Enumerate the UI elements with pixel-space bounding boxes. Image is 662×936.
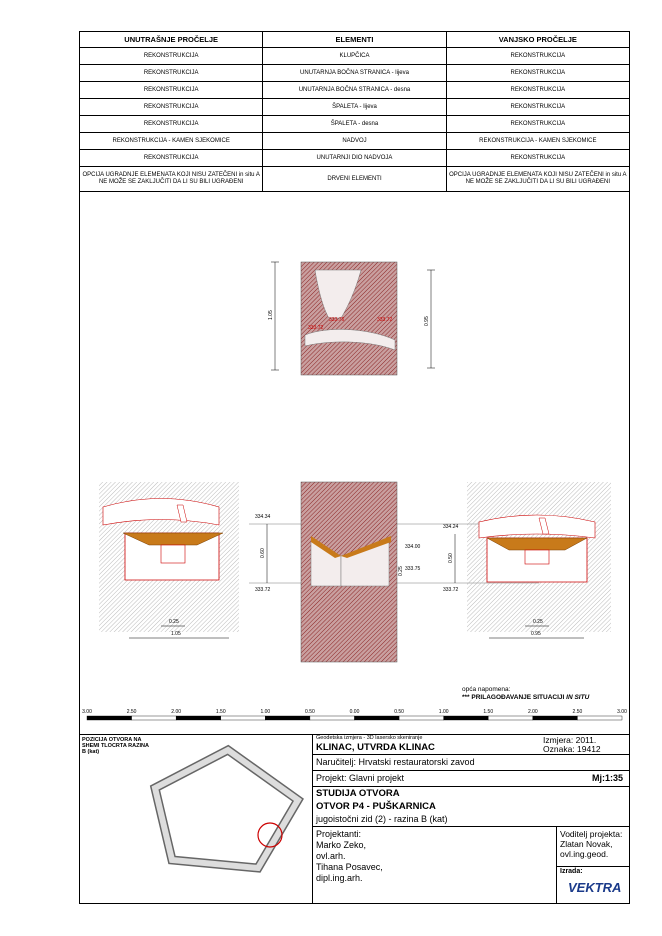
tb-line [312, 770, 630, 771]
legend-cell-inner: OPCIJA UGRADNJE ELEMENATA KOJI NISU ZATEČENI in situ A NE MOŽE SE ZAKLJUČITI DA LI SU BILI UGRAĐENI [80, 167, 263, 192]
scale-segment [310, 716, 355, 720]
legend-header-elements: ELEMENTI [263, 32, 446, 48]
plan-level-left: 333.72 [308, 325, 324, 331]
legend-row [80, 82, 630, 99]
tb-line [556, 866, 630, 867]
plan-right-dim-label: 0.95 [424, 316, 430, 326]
plan-height-label: 1.05 [268, 310, 274, 320]
legend-cell-outer: REKONSTRUKCIJA [446, 99, 629, 116]
section-small-dim: 0.25 [398, 566, 404, 576]
scale-tick-label: 2.00 [527, 709, 538, 715]
lead-block [560, 829, 622, 859]
scale-tick-label: 0.50 [394, 709, 404, 715]
outer-elevation-view [443, 482, 611, 638]
scale-segment [265, 716, 310, 720]
legend-cell-outer: REKONSTRUKCIJA [446, 116, 629, 133]
note-title: opća napomena: [462, 686, 511, 693]
client-row [316, 757, 475, 767]
legend-cell-inner: REKONSTRUKCIJA [80, 99, 263, 116]
legend-cell-inner: REKONSTRUKCIJA - KAMEN SJEKOMICE [80, 133, 263, 150]
legend-cell-inner: REKONSTRUKCIJA [80, 48, 263, 65]
legend-header-row [80, 32, 630, 48]
vektra-logo: VEKTRA [568, 880, 622, 895]
legend-row [80, 65, 630, 82]
study-title: STUDIJA OTVORA [316, 788, 400, 799]
tb-line [312, 754, 630, 755]
outer-bottom-level: 333.72 [443, 587, 459, 593]
opening-drawings [79, 200, 630, 720]
legend-header-inner: UNUTRAŠNJE PROČELJE [80, 32, 263, 48]
legend-cell-element: NADVOJ [263, 133, 446, 150]
scale-bar [79, 704, 630, 734]
lead-name: Zlatan Novak, [560, 839, 613, 849]
project-value: Glavni projekt [349, 773, 405, 783]
legend-row [80, 48, 630, 65]
legend-row [80, 167, 630, 192]
scale-segment [488, 716, 533, 720]
section-view [301, 482, 421, 662]
floor-plan-sketch [140, 740, 305, 875]
scale-tick-label: 1.50 [483, 709, 494, 715]
inner-width-small: 0.25 [169, 619, 179, 625]
note-text-prefix: *** PRILAGOĐAVANJE SITUACIJI [462, 694, 565, 701]
scale-segment [533, 716, 578, 720]
designer-title: ovl.arh. [316, 851, 346, 861]
note-text [462, 694, 589, 702]
legend-cell-inner: REKONSTRUKCIJA [80, 150, 263, 167]
legend-cell-inner: REKONSTRUKCIJA [80, 82, 263, 99]
plan-level-center: 333.76 [329, 317, 345, 323]
tb-line [312, 786, 630, 787]
outer-top-level: 334.24 [443, 524, 459, 530]
position-label: POZICIJA OTVORA NA SHEMI TLOCRTA RAZINA B (kat) [82, 737, 149, 755]
scale-segment [355, 716, 400, 720]
project-label: Projekt: [316, 773, 347, 783]
legend-cell-outer: OPCIJA UGRADNJE ELEMENATA KOJI NISU ZATEČENI in situ A NE MOŽE SE ZAKLJUČITI DA LI SU BILI UGRAĐENI [446, 167, 629, 192]
plan-level-right: 333.72 [377, 317, 393, 323]
legend-cell-element: UNUTARNJA BOČNA STRANICA - lijeva [263, 65, 446, 82]
scale-segment [176, 716, 221, 720]
inner-width-total: 1.05 [171, 631, 181, 637]
tb-vline [556, 826, 557, 904]
scale-tick-label: 1.00 [438, 709, 449, 715]
survey-year: Izmjera: 2011. [543, 735, 597, 745]
legend-table [79, 31, 630, 192]
section-top-level: 334.00 [405, 544, 421, 550]
section-mid-level: 333.75 [405, 566, 421, 572]
scale-tick-label: 3.00 [617, 709, 627, 715]
legend-cell-inner: REKONSTRUKCIJA [80, 116, 263, 133]
designer-title: dipl.ing.arh. [316, 873, 363, 883]
legend-row [80, 150, 630, 167]
legend-cell-outer: REKONSTRUKCIJA [446, 65, 629, 82]
inner-top-level: 334.34 [255, 514, 271, 520]
survey-code: Oznaka: 19412 [543, 744, 601, 754]
legend-cell-outer: REKONSTRUKCIJA [446, 48, 629, 65]
note-text-italic: IN SITU [566, 694, 590, 701]
scale-tick-label: 0.00 [349, 709, 360, 715]
scale-tick-label: 1.50 [215, 709, 226, 715]
scale-segment [577, 716, 622, 720]
survey-label: Geodetska izmjera - 3D lasersko skeniranje [316, 735, 423, 741]
legend-cell-outer: REKONSTRUKCIJA [446, 150, 629, 167]
legend-cell-inner: REKONSTRUKCIJA [80, 65, 263, 82]
legend-header-outer: VANJSKO PROČELJE [446, 32, 629, 48]
designer-name: Tihana Posavec, [316, 862, 383, 872]
legend-cell-outer: REKONSTRUKCIJA - KAMEN SJEKOMICE [446, 133, 629, 150]
client-value: Hrvatski restauratorski zavod [358, 757, 475, 767]
scale-segment [87, 716, 132, 720]
designers-label: Projektanti: [316, 829, 362, 839]
inner-height-dim: 0.60 [260, 548, 266, 558]
wall-title: jugoistočni zid (2) - razina B (kat) [316, 814, 448, 824]
tb-line [312, 826, 630, 827]
scale-tick-label: 2.50 [572, 709, 583, 715]
scale-tick-label: 3.00 [82, 709, 92, 715]
legend-row [80, 99, 630, 116]
scale-tick-label: 1.00 [260, 709, 271, 715]
legend-cell-element: KLUPČICA [263, 48, 446, 65]
made-label: Izrada: [560, 868, 583, 875]
designer-name: Marko Zeko, [316, 840, 367, 850]
title-block-divider [312, 734, 313, 904]
opening-title: OTVOR P4 - PUŠKARNICA [316, 801, 436, 812]
legend-cell-outer: REKONSTRUKCIJA [446, 82, 629, 99]
scale-segment [444, 716, 489, 720]
scale-tick-label: 0.50 [305, 709, 315, 715]
outer-width-total: 0.95 [531, 631, 541, 637]
legend-cell-element: ŠPALETA - desna [263, 116, 446, 133]
legend-row [80, 133, 630, 150]
site-name: KLINAC, UTVRDA KLINAC [316, 742, 435, 753]
plan-view [268, 262, 435, 375]
lead-title: ovl.ing.geod. [560, 849, 609, 859]
outer-height-dim: 0.50 [448, 553, 454, 563]
legend-row [80, 116, 630, 133]
general-note [462, 686, 589, 702]
outer-width-small: 0.25 [533, 619, 543, 625]
designers-block [316, 829, 383, 884]
legend-cell-element: DRVENI ELEMENTI [263, 167, 446, 192]
lead-label: Voditelj projekta: [560, 829, 623, 839]
project-row [316, 773, 404, 783]
legend-cell-element: UNUTARNJI DIO NADVOJA [263, 150, 446, 167]
legend-cell-element: UNUTARNJA BOČNA STRANICA - desna [263, 82, 446, 99]
inner-bottom-level: 333.72 [255, 587, 271, 593]
scale-segment [221, 716, 266, 720]
scale-segment [399, 716, 444, 720]
drawing-scale: Mj:1:35 [592, 773, 624, 783]
scale-segment [132, 716, 177, 720]
scale-tick-label: 2.50 [126, 709, 137, 715]
legend-cell-element: ŠPALETA - lijeva [263, 99, 446, 116]
scale-tick-label: 2.00 [171, 709, 182, 715]
client-label: Naručitelj: [316, 757, 357, 767]
